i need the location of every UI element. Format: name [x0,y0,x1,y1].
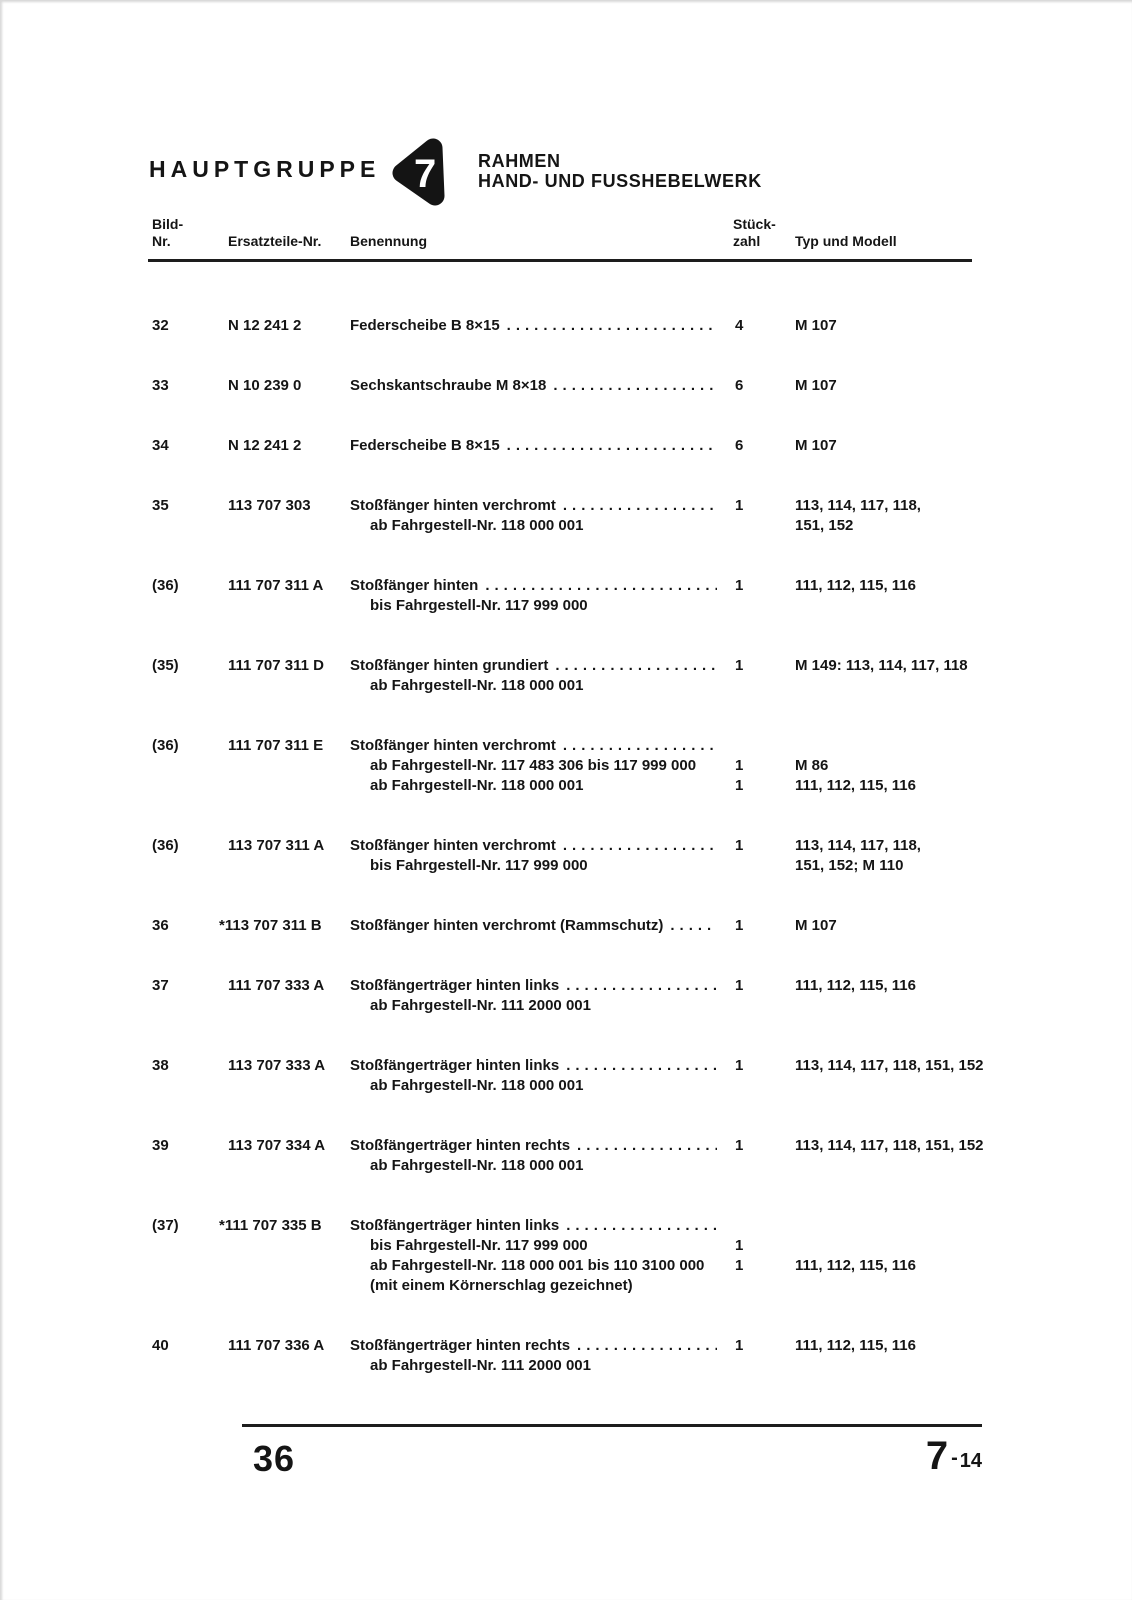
group-title [478,151,762,191]
cell-typ-und-modell: M 107 [795,437,837,454]
dotted-leader [566,1216,717,1236]
cell-stueckzahl: 1 [735,577,744,594]
dotted-leader [485,576,717,596]
dotted-leader [553,376,717,396]
cell-benennung-block [350,316,980,336]
dotted-leader [566,976,717,996]
cell-stueckzahl [735,1076,795,1096]
benennung-text: ab Fahrgestell-Nr. 118 000 001 bis 110 3100 000 [370,1257,705,1274]
cell-typ-und-modell: M 149: 113, 114, 117, 118 [795,657,968,674]
benennung-text-wrap [350,496,735,516]
cell-stueckzahl [735,1216,795,1236]
benennung-text-wrap [350,436,735,456]
table-row [152,656,980,696]
cell-typ-und-modell [795,1276,980,1296]
table-row [152,1336,980,1376]
benennung-text: ab Fahrgestell-Nr. 118 000 001 [370,517,584,534]
cell-stueckzahl [735,596,795,616]
cell-ersatzteile-nr: 113 707 311 A [228,837,325,854]
cell-ersatzteile-nr: 111 707 311 D [228,657,324,674]
benennung-text-wrap [350,1136,735,1156]
benennung-line [350,496,980,516]
benennung-text: Stoßfänger hinten grundiert [350,657,549,674]
cell-typ-und-modell: 113, 114, 117, 118, 151, 152 [795,1057,984,1074]
cell-typ-und-modell: 113, 114, 117, 118, 151, 152 [795,1137,984,1154]
header-rule [148,259,972,262]
benennung-line [350,976,980,996]
benennung-text-wrap [350,756,735,776]
cell-bild-nr: 36 [152,917,169,934]
table-row [152,1216,980,1296]
benennung-text-wrap [350,776,735,796]
cell-ersatzteile-nr: N 12 241 2 [228,317,302,334]
section-page-minor: 14 [959,1450,982,1472]
cell-bild-nr: 38 [152,1057,169,1074]
table-row [152,496,980,536]
cell-benennung-block [350,836,980,876]
cell-ersatzteile-nr: N 10 239 0 [228,377,302,394]
cell-stueckzahl: 1 [735,837,744,854]
dotted-leader [577,1136,717,1156]
cell-stueckzahl: 4 [735,317,744,334]
cell-benennung-block [350,576,980,616]
table-row [152,976,980,1016]
cell-ersatzteile-nr: N 12 241 2 [228,437,302,454]
dotted-leader [507,316,717,336]
table-row [152,436,980,456]
cell-typ-und-modell [795,996,980,1016]
benennung-text: Stoßfängerträger hinten rechts [350,1337,571,1354]
benennung-text: bis Fahrgestell-Nr. 117 999 000 [370,857,588,874]
dotted-leader [670,916,717,936]
cell-benennung-block [350,976,980,1016]
benennung-text-wrap [350,376,735,396]
cell-bild-nr: (36) [152,837,179,854]
benennung-text: ab Fahrgestell-Nr. 118 000 001 [370,1077,584,1094]
benennung-text: ab Fahrgestell-Nr. 118 000 001 [370,1157,584,1174]
benennung-line [350,1256,980,1276]
cell-stueckzahl: 1 [735,497,744,514]
section-page-separator: - [951,1447,958,1469]
cell-ersatzteile-nr: 113 707 333 A [228,1057,326,1074]
cell-typ-und-modell [795,596,980,616]
cell-typ-und-modell: 151, 152 [795,517,854,534]
cell-ersatzteile-nr: 113 707 334 A [228,1137,326,1154]
cell-typ-und-modell [795,1356,980,1376]
cell-typ-und-modell: M 107 [795,917,837,934]
table-column-headers [0,216,1132,252]
cell-bild-nr: 34 [152,437,169,454]
benennung-text-wrap [350,596,735,616]
benennung-text: ab Fahrgestell-Nr. 111 2000 001 [370,1357,591,1374]
benennung-line [350,1336,980,1356]
benennung-text-wrap [350,576,735,596]
cell-stueckzahl [735,856,795,876]
cell-stueckzahl: 1 [735,1257,744,1274]
group-title-line1: RAHMEN [478,151,561,171]
column-header-bild-nr: Bild- Nr. [152,216,184,249]
benennung-line [350,436,980,456]
benennung-text-wrap [350,1336,735,1356]
benennung-text-wrap [350,1356,735,1376]
footer-rule [242,1424,982,1427]
cell-ersatzteile-nr: 111 707 336 A [228,1337,325,1354]
benennung-text-wrap [350,1156,735,1176]
benennung-text-wrap [350,996,735,1016]
benennung-text: Stoßfängerträger hinten rechts [350,1137,571,1154]
benennung-text: (mit einem Körnerschlag gezeichnet) [370,1277,633,1294]
column-header-benennung: Benennung [350,233,427,249]
group-title-line2: HAND- UND FUSSHEBELWERK [478,171,762,191]
cell-benennung-block [350,1336,980,1376]
table-row [152,1056,984,1096]
group-number: 7 [414,152,437,196]
table-row [152,1136,984,1176]
cell-typ-und-modell: 111, 112, 115, 116 [795,777,916,794]
benennung-line [350,1156,984,1176]
table-row [152,576,980,616]
benennung-text: Stoßfängerträger hinten links [350,1057,560,1074]
benennung-line [350,576,980,596]
parts-table [152,316,984,1416]
cell-stueckzahl: 1 [735,1057,744,1074]
benennung-text-wrap [350,316,735,336]
cell-typ-und-modell [795,1216,980,1236]
benennung-text-wrap [350,656,735,676]
benennung-text-wrap [350,916,735,936]
cell-bild-nr: 39 [152,1137,169,1154]
benennung-text: Stoßfänger hinten verchromt [350,837,556,854]
dotted-leader [577,1336,717,1356]
column-header-stueckzahl: Stück- zahl [733,216,776,249]
cell-stueckzahl [735,676,795,696]
benennung-text: ab Fahrgestell-Nr. 111 2000 001 [370,997,591,1014]
benennung-line [350,516,980,536]
table-row [152,316,980,336]
benennung-text: Stoßfängerträger hinten links [350,1217,560,1234]
benennung-text: Stoßfänger hinten verchromt (Rammschutz) [350,917,664,934]
cell-typ-und-modell: 111, 112, 115, 116 [795,977,916,994]
cell-typ-und-modell: 111, 112, 115, 116 [795,1257,916,1274]
cell-typ-und-modell: 111, 112, 115, 116 [795,1337,916,1354]
cell-ersatzteile-nr: 111 707 333 A [228,977,325,994]
cell-stueckzahl [735,1356,795,1376]
benennung-line [350,836,980,856]
benennung-line [350,656,980,676]
cell-stueckzahl: 6 [735,437,744,454]
cell-benennung-block [350,736,980,796]
cell-typ-und-modell: 113, 114, 117, 118, [795,837,921,854]
benennung-text-wrap [350,856,735,876]
dotted-leader [507,436,717,456]
cell-typ-und-modell: M 86 [795,757,829,774]
cell-stueckzahl [735,516,795,536]
table-row [152,736,980,796]
cell-typ-und-modell [795,1156,984,1176]
cell-bild-nr: 32 [152,317,169,334]
benennung-line [350,1076,984,1096]
benennung-text: ab Fahrgestell-Nr. 117 483 306 bis 117 999 000 [370,757,697,774]
cell-benennung-block [350,916,980,936]
cell-benennung-block [350,376,980,396]
benennung-line [350,776,980,796]
cell-benennung-block [350,1056,984,1096]
cell-typ-und-modell: 113, 114, 117, 118, [795,497,921,514]
cell-ersatzteile-nr: 113 707 303 [228,497,311,514]
cell-stueckzahl: 1 [735,757,744,774]
benennung-line [350,1136,984,1156]
cell-benennung-block [350,656,980,696]
benennung-text-wrap [350,1076,735,1096]
benennung-line [350,856,980,876]
benennung-line [350,996,980,1016]
section-page-number [926,1436,982,1476]
cell-bild-nr: 33 [152,377,169,394]
cell-stueckzahl: 1 [735,657,744,674]
table-row [152,376,980,396]
benennung-text: Stoßfängerträger hinten links [350,977,560,994]
benennung-text-wrap [350,1236,735,1256]
benennung-line [350,596,980,616]
benennung-text-wrap [350,1276,735,1296]
group-badge-shape [388,136,446,210]
cell-bild-nr: 35 [152,497,169,514]
benennung-line [350,1056,984,1076]
cell-typ-und-modell: M 107 [795,377,837,394]
benennung-text-wrap [350,736,735,756]
group-number-badge [388,136,446,210]
cell-stueckzahl [735,1156,795,1176]
page-number: 36 [253,1438,296,1479]
cell-stueckzahl: 1 [735,777,744,794]
benennung-line [350,736,980,756]
benennung-line [350,756,980,776]
benennung-text: bis Fahrgestell-Nr. 117 999 000 [370,1237,588,1254]
benennung-line [350,676,980,696]
cell-typ-und-modell [795,1236,980,1256]
cell-stueckzahl: 1 [735,1337,744,1354]
cell-typ-und-modell: 111, 112, 115, 116 [795,577,916,594]
cell-stueckzahl: 1 [735,1237,744,1254]
benennung-text: Stoßfänger hinten verchromt [350,497,556,514]
benennung-text-wrap [350,976,735,996]
cell-stueckzahl [735,736,795,756]
cell-stueckzahl [735,996,795,1016]
dotted-leader [563,496,717,516]
cell-typ-und-modell: 151, 152; M 110 [795,857,904,874]
cell-stueckzahl [735,1276,795,1296]
benennung-text: bis Fahrgestell-Nr. 117 999 000 [370,597,588,614]
cell-ersatzteile-nr: *111 707 335 B [219,1217,322,1234]
cell-typ-und-modell [795,1076,984,1096]
benennung-text: ab Fahrgestell-Nr. 118 000 001 [370,677,584,694]
cell-ersatzteile-nr: *113 707 311 B [219,917,322,934]
section-page-major: 7 [925,1434,949,1478]
cell-bild-nr: (35) [152,657,179,674]
benennung-line [350,316,980,336]
cell-benennung-block [350,1216,980,1296]
column-header-ersatzteile-nr: Ersatzteile-Nr. [228,233,322,249]
cell-stueckzahl: 1 [735,1137,744,1154]
benennung-text-wrap [350,836,735,856]
hauptgruppe-label: HAUPTGRUPPE [149,156,381,182]
benennung-text-wrap [350,676,735,696]
benennung-line [350,1236,980,1256]
benennung-text: Federscheibe B 8×15 [350,437,500,454]
cell-bild-nr: (36) [152,577,179,594]
cell-bild-nr: (37) [152,1217,179,1234]
cell-stueckzahl: 6 [735,377,744,394]
benennung-line [350,1356,980,1376]
column-header-typ-und-modell: Typ und Modell [795,233,897,249]
benennung-line [350,1216,980,1236]
dotted-leader [563,736,717,756]
cell-benennung-block [350,436,980,456]
cell-stueckzahl: 1 [735,917,744,934]
benennung-text: ab Fahrgestell-Nr. 118 000 001 [370,777,584,794]
cell-benennung-block [350,496,980,536]
cell-bild-nr: (36) [152,737,179,754]
dotted-leader [566,1056,717,1076]
cell-typ-und-modell [795,676,980,696]
cell-stueckzahl: 1 [735,977,744,994]
benennung-text: Sechskantschraube M 8×18 [350,377,547,394]
benennung-line [350,916,980,936]
benennung-text-wrap [350,516,735,536]
table-row [152,836,980,876]
benennung-text: Stoßfänger hinten verchromt [350,737,556,754]
benennung-text-wrap [350,1216,735,1236]
cell-benennung-block [350,1136,984,1176]
cell-typ-und-modell [795,736,980,756]
benennung-text-wrap [350,1056,735,1076]
cell-bild-nr: 37 [152,977,169,994]
cell-ersatzteile-nr: 111 707 311 A [228,577,324,594]
cell-ersatzteile-nr: 111 707 311 E [228,737,324,754]
benennung-text: Federscheibe B 8×15 [350,317,500,334]
cell-typ-und-modell: M 107 [795,317,837,334]
benennung-line [350,376,980,396]
benennung-line [350,1276,980,1296]
dotted-leader [563,836,717,856]
benennung-text-wrap [350,1256,735,1276]
table-row [152,916,980,936]
benennung-text: Stoßfänger hinten [350,577,479,594]
cell-bild-nr: 40 [152,1337,169,1354]
dotted-leader [555,656,717,676]
